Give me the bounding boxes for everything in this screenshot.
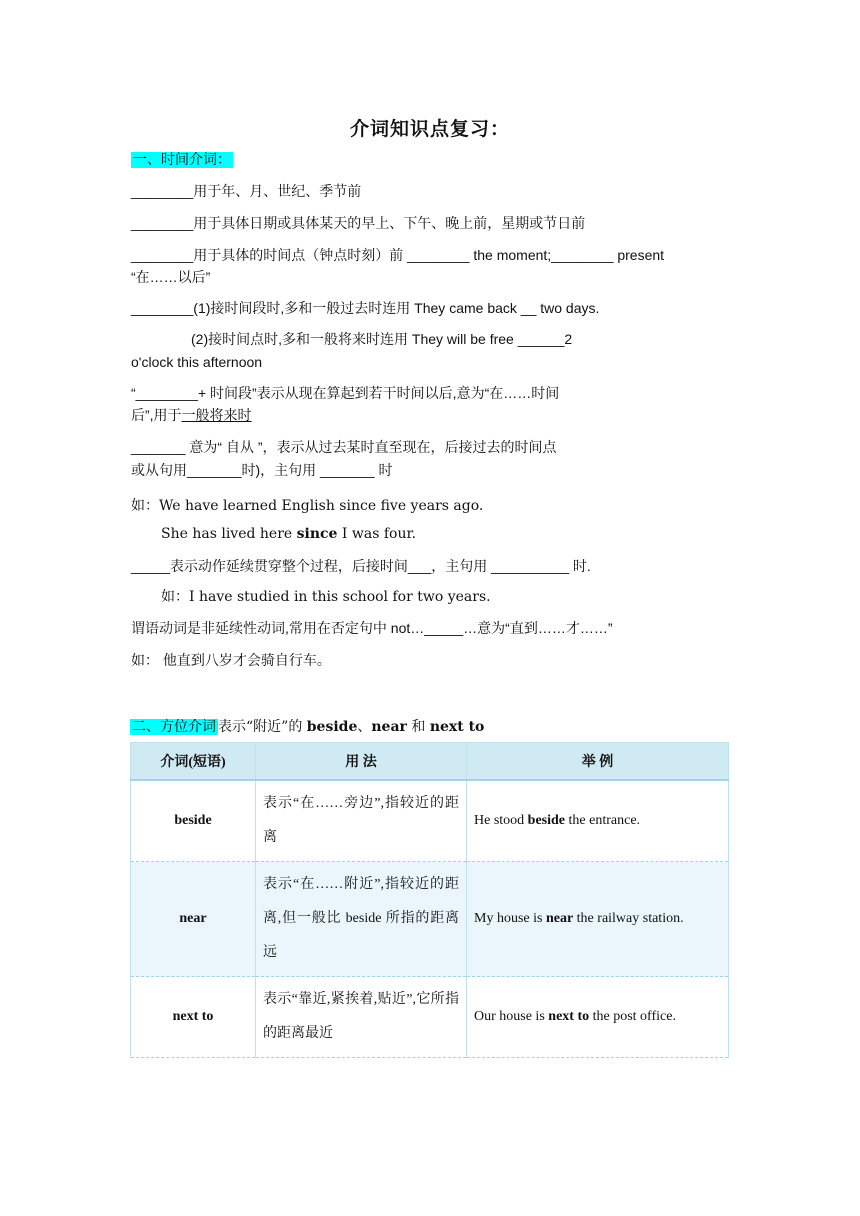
cell-usage: 表示“靠近,紧挨着,贴近”,它所指的距离最近 <box>256 977 467 1058</box>
cell-example: Our house is next to the post office. <box>467 977 729 1058</box>
header-preposition: 介词(短语) <box>131 743 256 781</box>
table-header-row <box>131 743 729 781</box>
table-row <box>131 977 729 1058</box>
line-for: _____表示动作延续贯穿整个过程，后接时间___，主句用 __________ 时. <box>131 558 591 574</box>
example-until: 如： 他直到八岁才会骑自行车。 <box>131 652 331 668</box>
line-year-season: ________用于年、月、世纪、季节前 <box>131 183 362 199</box>
line-time-point: ________用于具体的时间点（钟点时刻）前 ________ the moment;________ present <box>131 247 665 263</box>
line-until: 谓语动词是非延续性动词,常用在否定句中 not…_____…意为“直到……才……” <box>131 620 613 636</box>
section1-heading: 一、时间介词： <box>133 152 231 168</box>
example-since-1: 如：We have learned English since five years ago. <box>131 498 484 514</box>
preposition-table <box>130 742 729 1058</box>
cell-example: My house is near the railway station. <box>467 862 729 977</box>
page-title: 介词知识点复习： <box>349 118 510 140</box>
table-row <box>131 862 729 977</box>
example-since-2: She has lived here since I was four. <box>161 526 417 542</box>
table-row <box>131 780 729 862</box>
line-after-meaning: “在……以后” <box>131 269 211 285</box>
cell-preposition: next to <box>131 977 256 1058</box>
cell-usage: 表示“在……旁边”,指较近的距离 <box>256 780 467 862</box>
line-time-period-past: ________(1)接时间段时,多和一般过去时连用 They came back __ two days. <box>131 300 600 316</box>
line-time-point-future-cont: o'clock this afternoon <box>131 354 263 370</box>
header-usage: 用 法 <box>256 743 467 781</box>
cell-preposition: near <box>131 862 256 977</box>
line-specific-date: ________用于具体日期或具体某天的早上、下午、晚上前，星期或节日前 <box>131 215 586 231</box>
line-in-period: “________+ 时间段”表示从现在算起到若干时间以后,意为“在……时间 <box>131 385 560 401</box>
cell-preposition: beside <box>131 780 256 862</box>
cell-usage: 表示“在……附近”,指较近的距离,但一般比 beside 所指的距离远 <box>256 862 467 977</box>
line-time-point-future: (2)接时间点时,多和一般将来时连用 They will be free ______2 <box>191 331 573 347</box>
line-in-period-cont: 后”,用于一般将来时 <box>131 407 252 423</box>
header-example: 举 例 <box>467 743 729 781</box>
line-since: _______ 意为“ 自从 ”，表示从过去某时直至现在，后接过去的时间点 <box>131 439 557 455</box>
section2-heading: 二、方位介词 表示“附近”的 beside、near 和 next to <box>132 719 485 735</box>
cell-example: He stood beside the entrance. <box>467 780 729 862</box>
example-for: 如：I have studied in this school for two years. <box>161 589 491 605</box>
line-since-cont: 或从句用_______时)，主句用 _______ 时 <box>131 462 393 478</box>
